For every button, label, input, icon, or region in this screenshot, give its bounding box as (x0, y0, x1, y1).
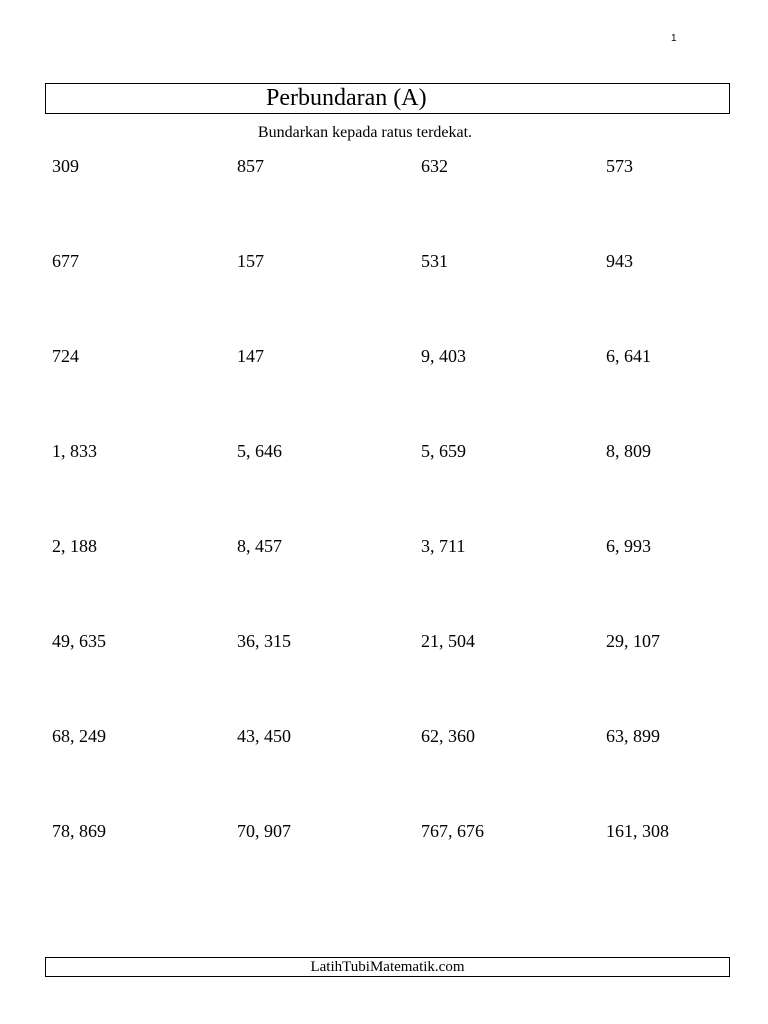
problem-item: 767, 676 (421, 821, 484, 841)
title-box (45, 83, 730, 114)
problem-item: 3, 711 (421, 536, 466, 556)
problem-item: 632 (421, 156, 448, 176)
problem-item: 943 (606, 251, 633, 271)
problem-item: 36, 315 (237, 631, 291, 651)
page-number: 1 (671, 33, 677, 44)
problem-item: 8, 809 (606, 441, 651, 461)
problem-item: 62, 360 (421, 726, 475, 746)
problem-item: 677 (52, 251, 79, 271)
problem-item: 5, 659 (421, 441, 466, 461)
problem-item: 531 (421, 251, 448, 271)
instruction-text: Bundarkan kepada ratus terdekat. (257, 124, 473, 141)
problem-item: 724 (52, 346, 79, 366)
problem-item: 2, 188 (52, 536, 97, 556)
footer-website: LatihTubiMatematik.com (45, 957, 730, 977)
problem-item: 1, 833 (52, 441, 97, 461)
problem-item: 29, 107 (606, 631, 660, 651)
worksheet-title: Perbundaran (A) (266, 85, 427, 111)
problem-item: 70, 907 (237, 821, 291, 841)
problem-item: 78, 869 (52, 821, 106, 841)
problem-item: 68, 249 (52, 726, 106, 746)
problem-item: 49, 635 (52, 631, 106, 651)
problem-item: 309 (52, 156, 79, 176)
problem-item: 857 (237, 156, 264, 176)
problem-item: 9, 403 (421, 346, 466, 366)
problem-item: 5, 646 (237, 441, 282, 461)
problem-item: 157 (237, 251, 264, 271)
problem-item: 8, 457 (237, 536, 282, 556)
problem-item: 63, 899 (606, 726, 660, 746)
problem-item: 161, 308 (606, 821, 669, 841)
problem-item: 43, 450 (237, 726, 291, 746)
problem-item: 21, 504 (421, 631, 475, 651)
problem-grid (52, 154, 732, 914)
problem-item: 6, 641 (606, 346, 651, 366)
problem-item: 6, 993 (606, 536, 651, 556)
problem-item: 147 (237, 346, 264, 366)
problem-item: 573 (606, 156, 633, 176)
